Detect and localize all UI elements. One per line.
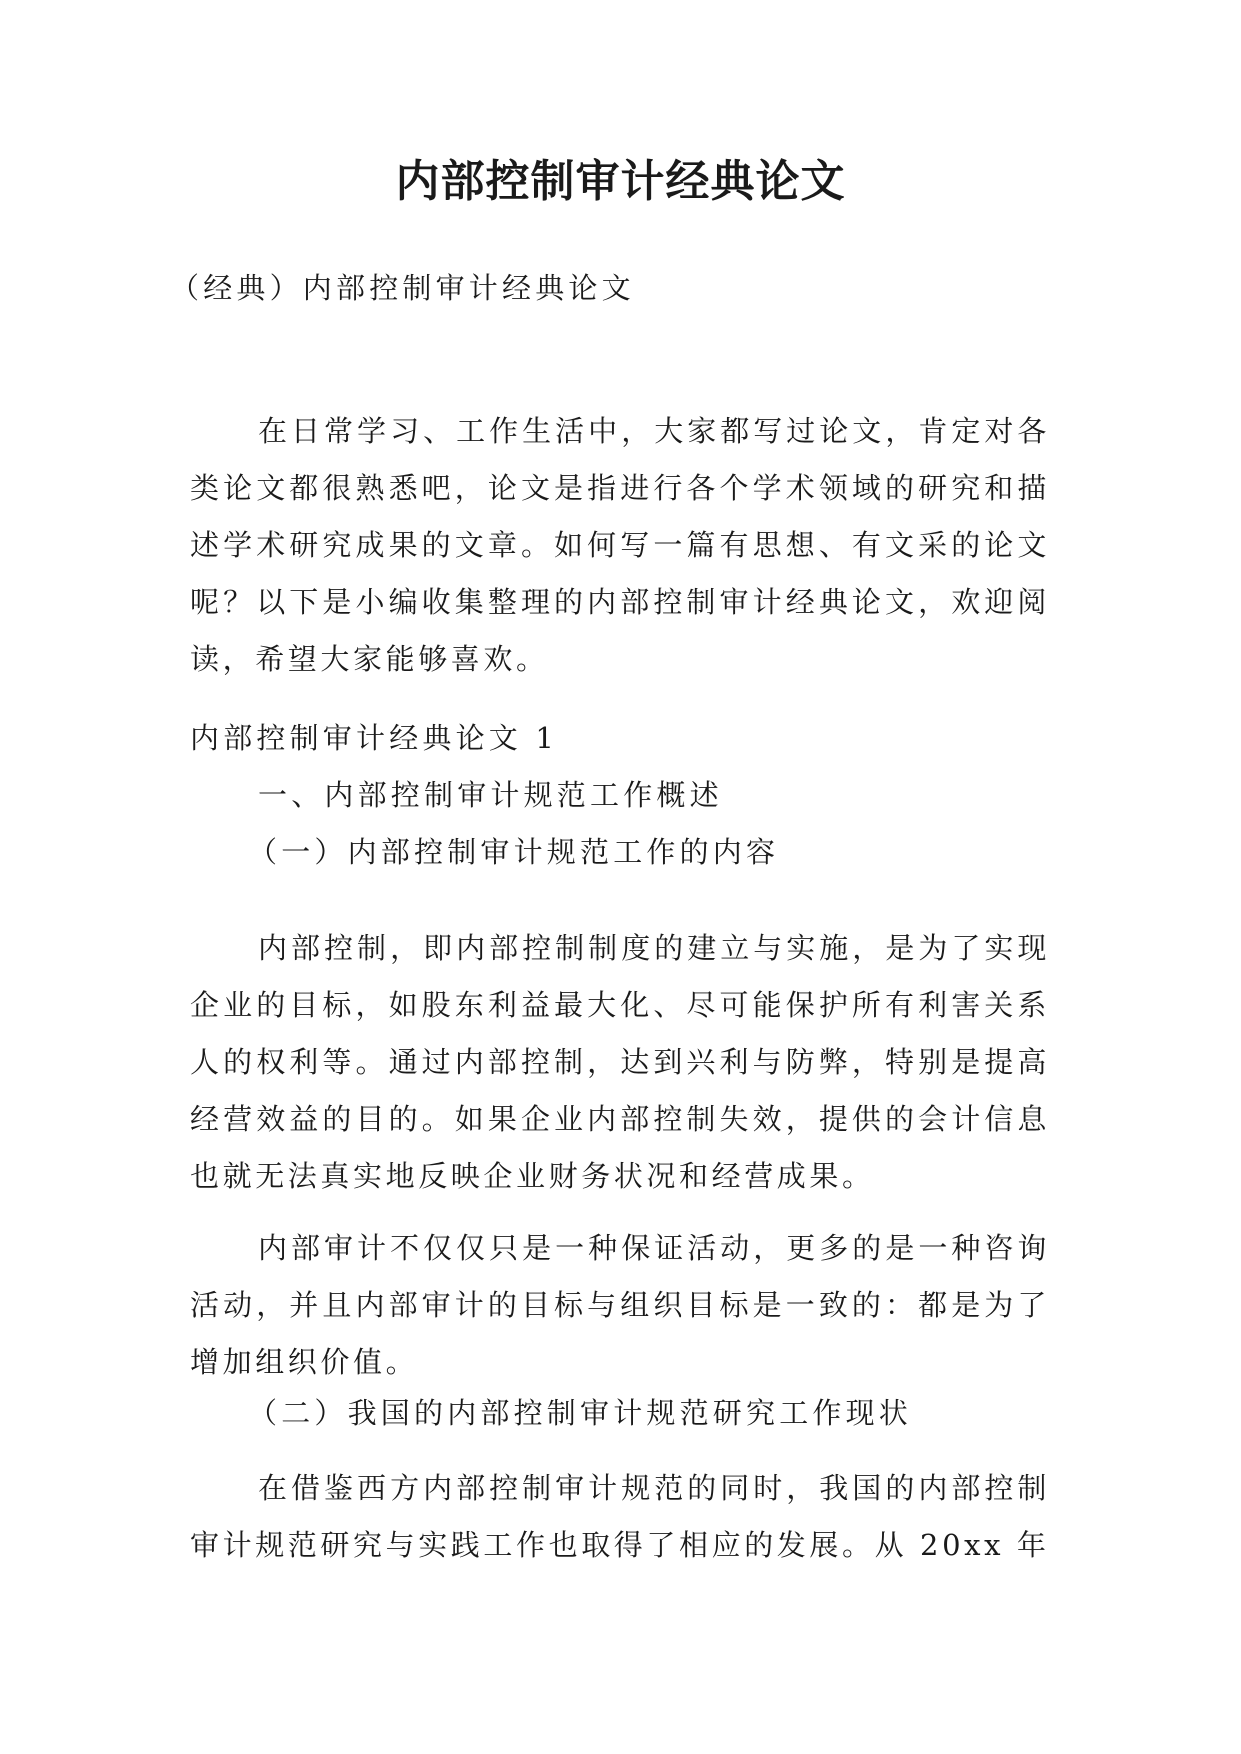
subheading-status: （二）我国的内部控制审计规范研究工作现状 bbox=[248, 1396, 913, 1430]
subheading-content: （一）内部控制审计规范工作的内容 bbox=[248, 835, 780, 869]
paragraph-reference: 在借鉴西方内部控制审计规范的同时，我国的内部控制审计规范研究与实践工作也取得了相应的发展。从 20xx 年 bbox=[190, 1471, 1050, 1562]
document-title: 内部控制审计经典论文 bbox=[395, 156, 846, 207]
document-subtitle: （经典）内部控制审计经典论文 bbox=[170, 271, 635, 305]
intro-paragraph: 在日常学习、工作生活中，大家都写过论文，肯定对各类论文都很熟悉吧，论文是指进行各个学术领域的研究和描述学术研究成果的文章。如何写一篇有思想、有文采的论文呢？以下是小编收集整理的内部控制审计经典论文，欢迎阅读，希望大家能够喜欢。 bbox=[190, 414, 1050, 676]
paragraph-internal-control: 内部控制，即内部控制制度的建立与实施，是为了实现企业的目标，如股东利益最大化、尽可能保护所有利害关系人的权利等。通过内部控制，达到兴利与防弊，特别是提高经营效益的目的。如果企业内部控制失效，提供的会计信息也就无法真实地反映企业财务状况和经营成果。 bbox=[190, 931, 1050, 1193]
section-title: 内部控制审计经典论文 1 bbox=[190, 721, 559, 755]
paragraph-internal-audit: 内部审计不仅仅只是一种保证活动，更多的是一种咨询活动，并且内部审计的目标与组织目标是一致的：都是为了增加组织价值。 bbox=[190, 1231, 1050, 1379]
heading-overview: 一、内部控制审计规范工作概述 bbox=[258, 778, 723, 812]
